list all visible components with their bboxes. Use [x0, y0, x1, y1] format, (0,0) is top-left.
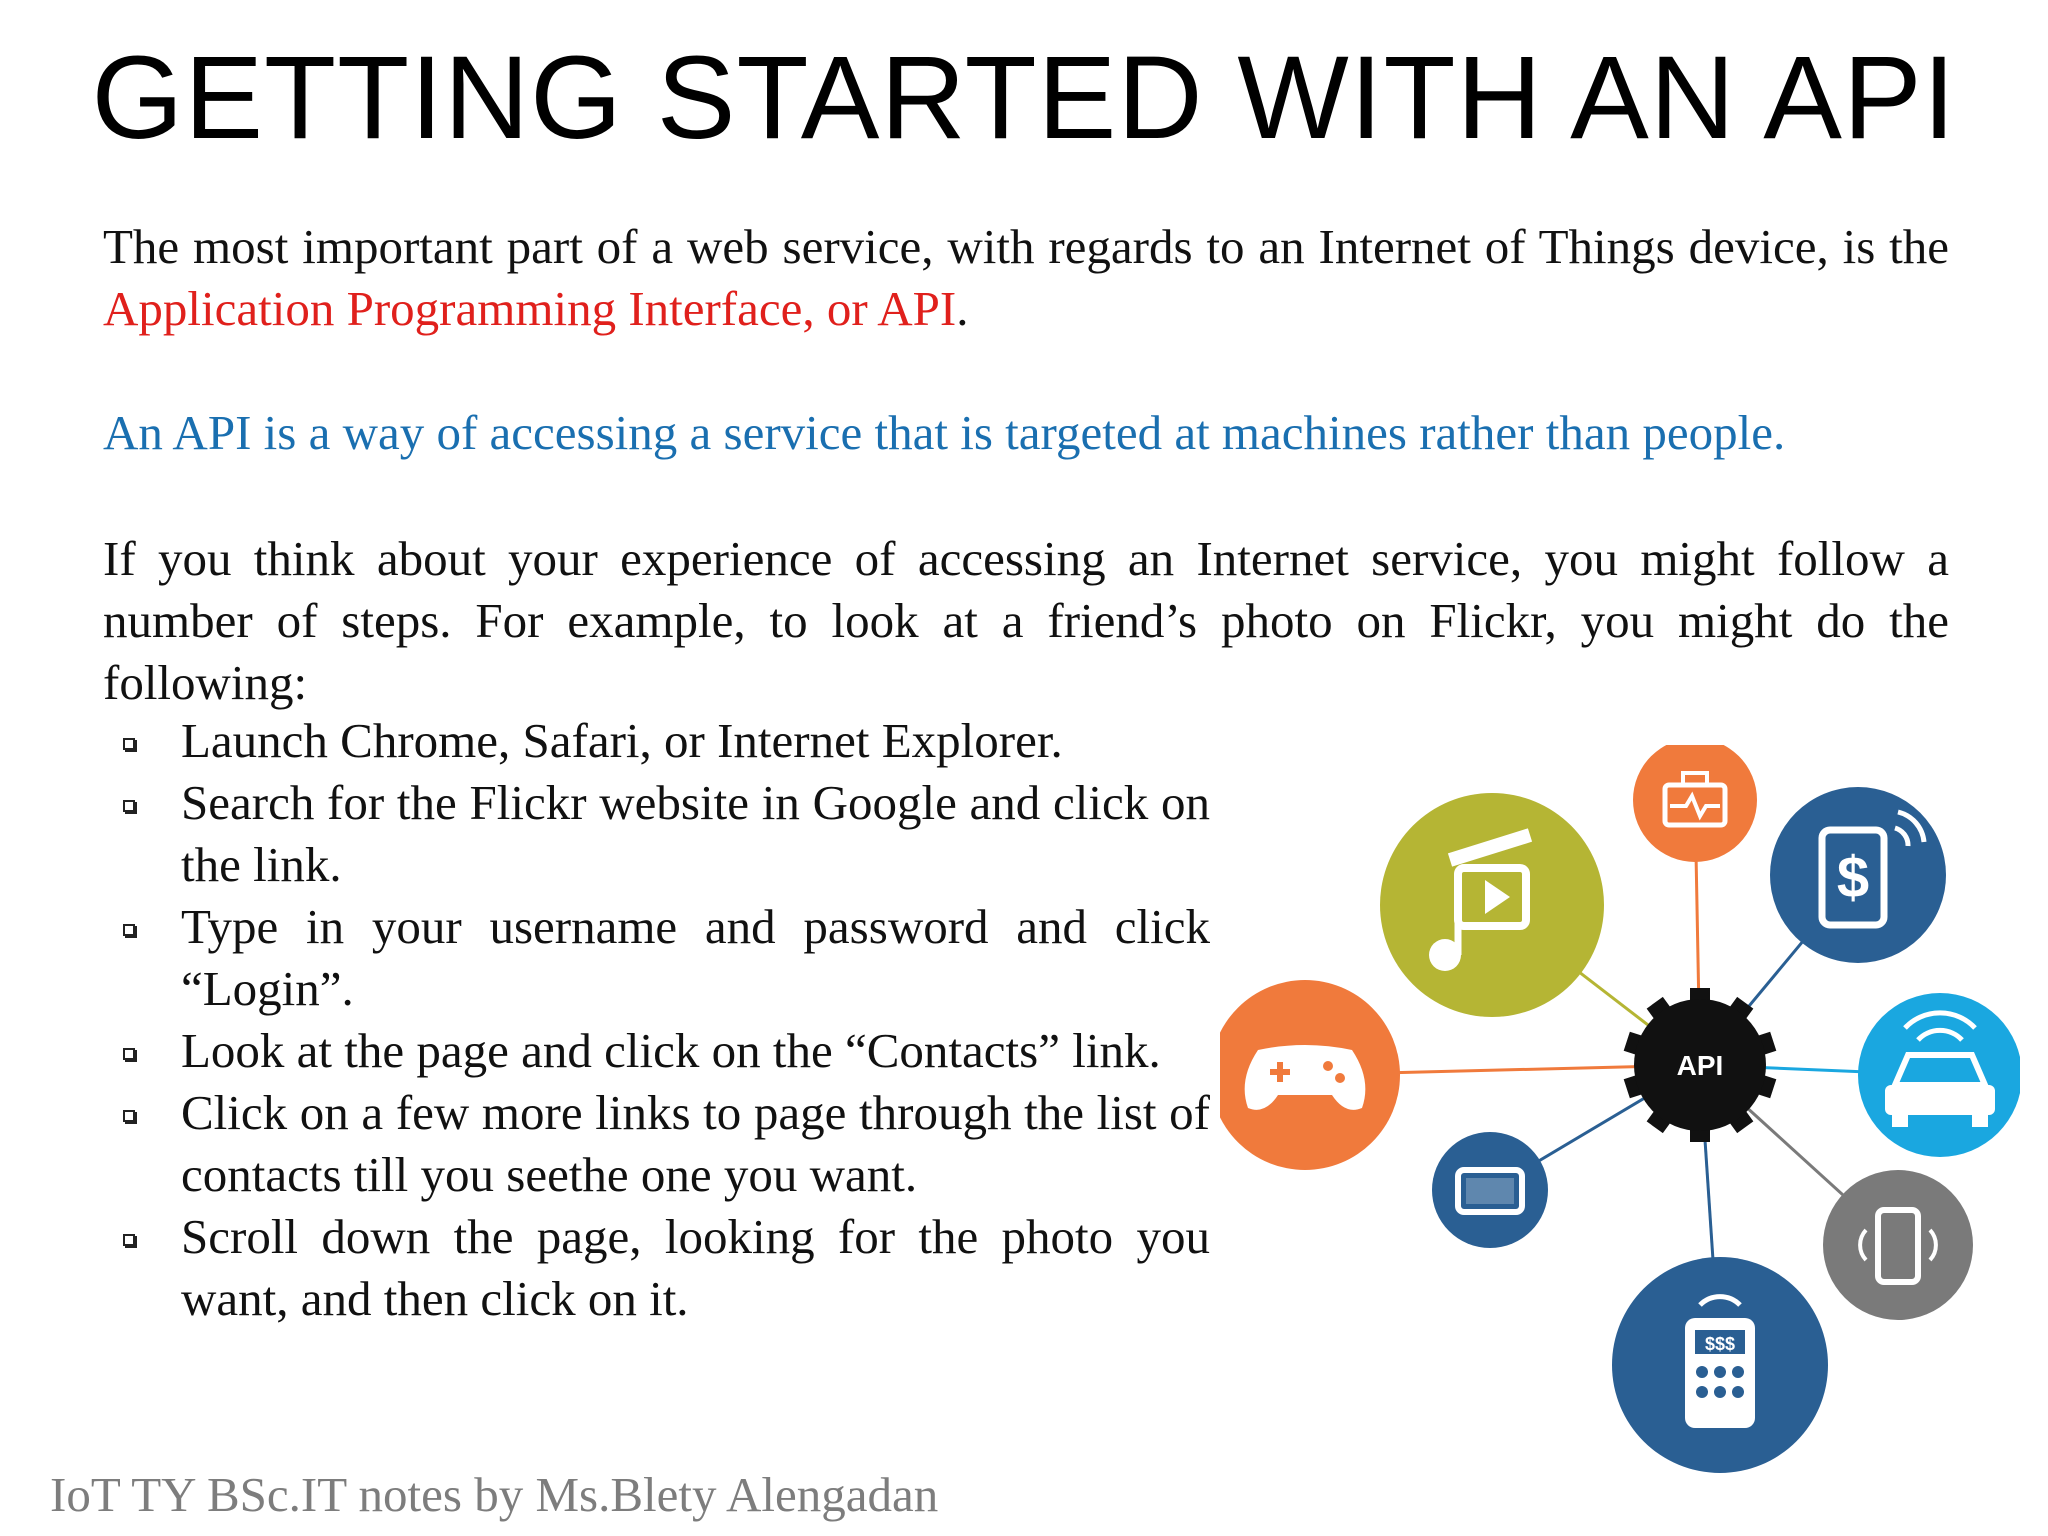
- step-item: [120, 1082, 1210, 1206]
- api-network-graphic: [1220, 745, 2020, 1475]
- bullet-icon: [123, 1048, 135, 1060]
- intro-period: .: [956, 281, 969, 336]
- step-item: [120, 1206, 1210, 1330]
- music-video-icon: [1380, 793, 1604, 1017]
- step-text: Look at the page and click on the “Contacts” link.: [181, 1023, 1161, 1078]
- step-text: Type in your username and password and click “Login”.: [181, 899, 1210, 1016]
- terminal-label: $$$: [1704, 1334, 1736, 1354]
- step-item: [120, 710, 1210, 772]
- footer-credit: IoT TY BSc.IT notes by Ms.Blety Alengadan: [50, 1467, 939, 1522]
- step-text: Click on a few more links to page through the list of contacts till you seethe one you want.: [181, 1085, 1210, 1202]
- svg-text:$: $: [1836, 845, 1870, 910]
- intro-paragraph: [103, 216, 1949, 340]
- experience-paragraph: If you think about your experience of accessing an Internet service, you might follow a number of steps. For example, to look at a friend’s photo on Flickr, you might do the following:: [103, 531, 1949, 710]
- intro-text: The most important part of a web service, with regards to an Internet of Things device, is the: [103, 219, 1949, 274]
- step-text: Scroll down the page, looking for the photo you want, and then click on it.: [181, 1209, 1210, 1326]
- steps-list: [120, 710, 1210, 1330]
- smartphone-icon: [1823, 1170, 1973, 1320]
- bullet-icon: [123, 924, 135, 936]
- api-term-highlight: Application Programming Interface, or API: [103, 281, 957, 336]
- api-definition: An API is a way of accessing a service that is targeted at machines rather than people.: [103, 405, 1786, 460]
- health-kit-icon: [1633, 745, 1757, 862]
- api-hub-gear: [1624, 988, 1777, 1142]
- step-item: [120, 1020, 1210, 1082]
- bullet-icon: [123, 738, 135, 750]
- step-item: [120, 896, 1210, 1020]
- bullet-icon: [123, 800, 135, 812]
- mobile-payment-icon: [1770, 787, 1946, 963]
- step-text: Search for the Flickr website in Google and click on the link.: [181, 775, 1210, 892]
- connected-car-icon: [1858, 993, 2020, 1157]
- slide-title: GETTING STARTED WITH AN API: [91, 32, 1957, 164]
- bullet-icon: [123, 1110, 135, 1122]
- game-controller-icon: [1220, 980, 1400, 1170]
- tablet-icon: [1432, 1132, 1548, 1248]
- step-item: [120, 772, 1210, 896]
- bullet-icon: [123, 1234, 135, 1246]
- step-text: Launch Chrome, Safari, or Internet Explorer.: [181, 713, 1063, 768]
- payment-terminal-icon: [1612, 1257, 1828, 1473]
- api-hub-label: API: [1676, 1050, 1724, 1081]
